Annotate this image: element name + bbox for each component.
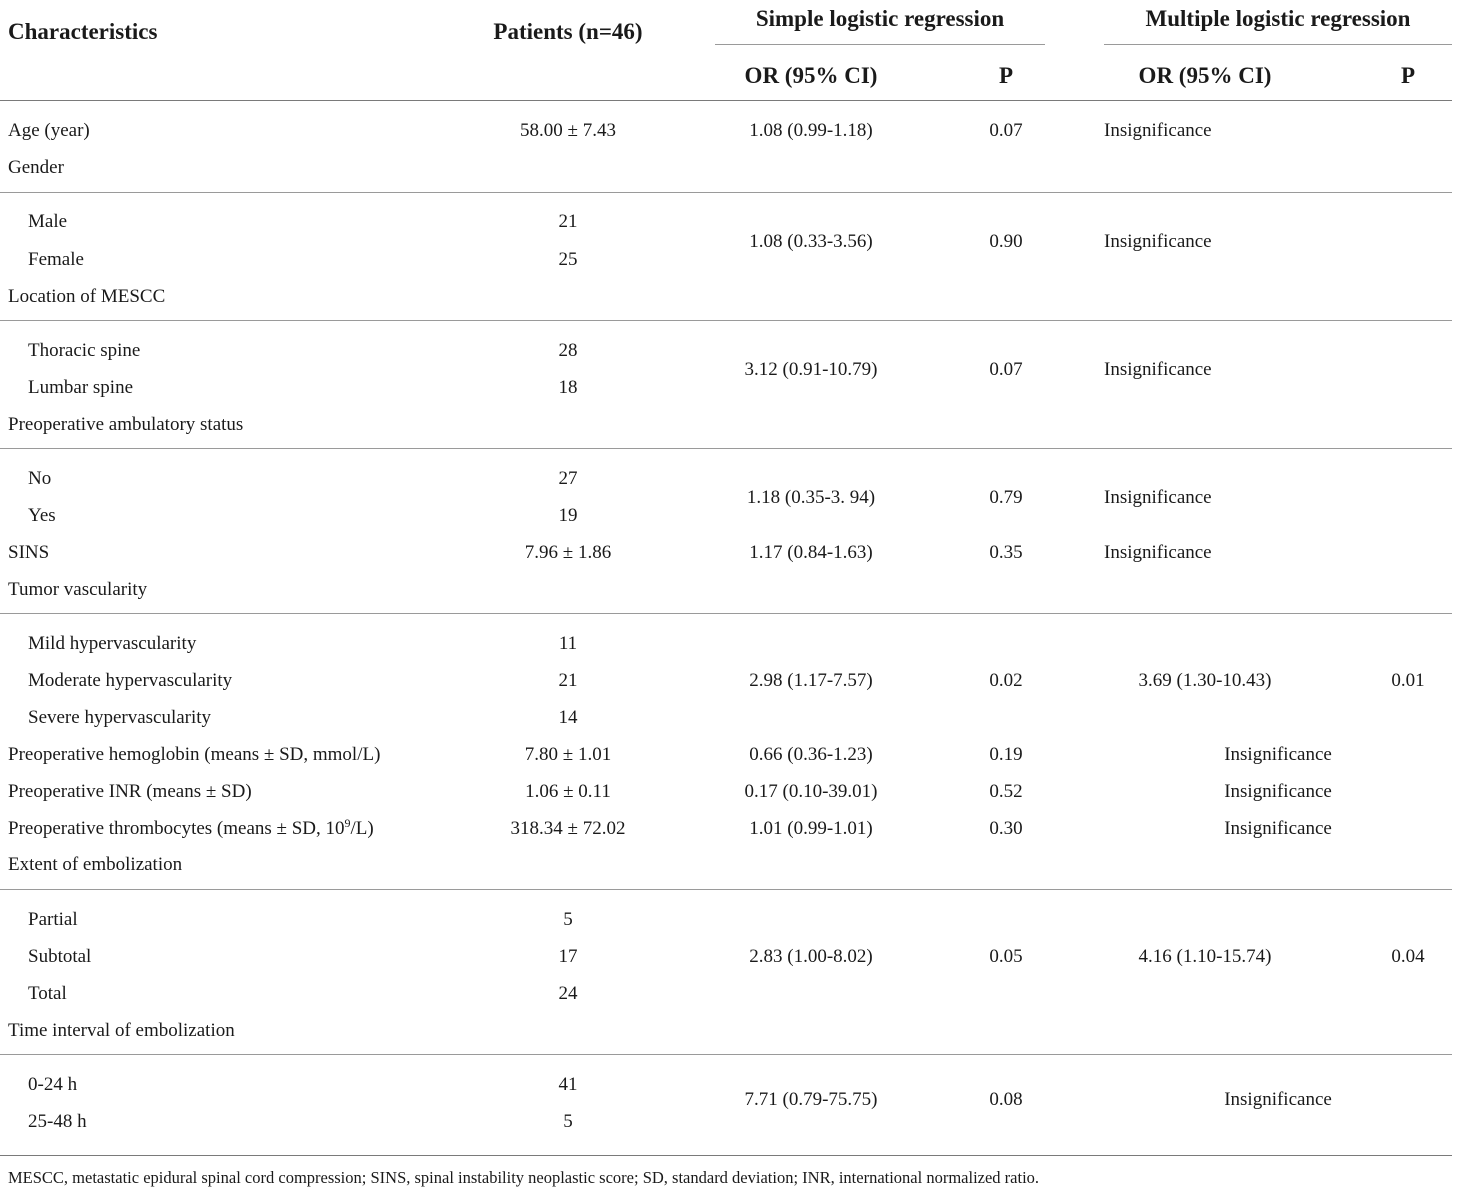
- cell-simple-p-hemoglobin: 0.19: [989, 744, 1023, 765]
- cell-simple-p-location: 0.07: [989, 359, 1023, 380]
- cell-multiple-hemoglobin: Insignificance: [1224, 744, 1332, 765]
- row-label-total: Total: [28, 983, 67, 1004]
- footnote: MESCC, metastatic epidural spinal cord compression; SINS, spinal instability neoplastic score; SD, standard deviation; INR, international normalized ratio.: [8, 1168, 1040, 1187]
- cell-patients-thrombocytes: 318.34 ± 72.02: [510, 818, 626, 839]
- cell-simple-or-interval: 7.71 (0.79-75.75): [744, 1089, 878, 1110]
- cell-multiple-inr: Insignificance: [1224, 781, 1332, 802]
- cell-patients-inr: 1.06 ± 0.11: [525, 781, 611, 802]
- row-label-no: No: [28, 468, 52, 489]
- cell-multiple-ambulatory: Insignificance: [1104, 487, 1212, 508]
- row-rule: [0, 613, 1452, 614]
- row-label-25-48h: 25-48 h: [28, 1111, 87, 1132]
- cell-simple-or-gender: 1.08 (0.33-3.56): [749, 231, 873, 252]
- row-label-thoracic: Thoracic spine: [28, 340, 141, 361]
- thrombocytes-label-pre: Preoperative thrombocytes (means ± SD, 10: [8, 818, 345, 839]
- header-simple-p: P: [998, 63, 1014, 88]
- row-label-extent: Extent of embolization: [8, 854, 183, 875]
- cell-patients-sins: 7.96 ± 1.86: [524, 542, 612, 563]
- cell-patients-mild: 11: [558, 633, 578, 654]
- cell-multiple-p-vascularity: 0.01: [1391, 670, 1425, 691]
- cell-patients-male: 21: [558, 211, 578, 232]
- cell-multiple-thrombocytes: Insignificance: [1224, 818, 1332, 839]
- cell-simple-or-age: 1.08 (0.99-1.18): [749, 120, 873, 141]
- cell-simple-p-sins: 0.35: [989, 542, 1023, 563]
- row-label-thrombocytes: [8, 816, 374, 839]
- row-label-hemoglobin: Preoperative hemoglobin (means ± SD, mmol/L): [8, 744, 381, 765]
- row-label-female: Female: [28, 249, 84, 270]
- row-label-inr: Preoperative INR (means ± SD): [8, 781, 252, 802]
- cell-patients-0-24h: 41: [558, 1074, 578, 1095]
- thrombocytes-label-superscript: 9: [344, 816, 351, 830]
- row-label-subtotal: Subtotal: [28, 946, 92, 967]
- table-bottom-rule: [0, 1155, 1452, 1156]
- cell-multiple-sins: Insignificance: [1104, 542, 1212, 563]
- row-label-partial: Partial: [28, 909, 78, 930]
- cell-patients-subtotal: 17: [558, 946, 578, 967]
- cell-simple-p-extent: 0.05: [989, 946, 1023, 967]
- cell-multiple-or-extent: 4.16 (1.10-15.74): [1138, 946, 1272, 967]
- header-patients: Patients (n=46): [493, 19, 643, 44]
- row-label-location: Location of MESCC: [8, 286, 166, 307]
- cell-multiple-age: Insignificance: [1104, 120, 1212, 141]
- row-label-0-24h: 0-24 h: [28, 1074, 78, 1095]
- cell-simple-p-gender: 0.90: [989, 231, 1023, 252]
- cell-multiple-p-extent: 0.04: [1391, 946, 1425, 967]
- header-multiple-or-ci: OR (95% CI): [1138, 63, 1272, 88]
- cell-patients-25-48h: 5: [563, 1111, 573, 1132]
- cell-simple-or-hemoglobin: 0.66 (0.36-1.23): [749, 744, 873, 765]
- cell-simple-or-thrombocytes: 1.01 (0.99-1.01): [749, 818, 873, 839]
- row-label-interval: Time interval of embolization: [8, 1020, 235, 1041]
- cell-simple-p-age: 0.07: [989, 120, 1023, 141]
- row-rule: [0, 320, 1452, 321]
- cell-patients-partial: 5: [563, 909, 573, 930]
- row-label-lumbar: Lumbar spine: [28, 377, 134, 398]
- cell-simple-p-thrombocytes: 0.30: [989, 818, 1023, 839]
- row-label-age: Age (year): [8, 120, 90, 141]
- cell-patients-no: 27: [558, 468, 578, 489]
- cell-patients-yes: 19: [558, 505, 578, 526]
- row-label-ambulatory: Preoperative ambulatory status: [8, 414, 244, 435]
- simple-group-rule: [715, 44, 1045, 45]
- cell-patients-lumbar: 18: [558, 377, 578, 398]
- row-rule: [0, 192, 1452, 193]
- cell-multiple-or-vascularity: 3.69 (1.30-10.43): [1138, 670, 1272, 691]
- cell-simple-or-extent: 2.83 (1.00-8.02): [749, 946, 873, 967]
- row-label-gender: Gender: [8, 157, 64, 178]
- row-rule: [0, 1054, 1452, 1055]
- row-label-vascularity: Tumor vascularity: [8, 579, 148, 600]
- cell-simple-or-vascularity: 2.98 (1.17-7.57): [749, 670, 873, 691]
- header-simple-regression: Simple logistic regression: [755, 6, 1005, 31]
- cell-simple-p-vascularity: 0.02: [989, 670, 1023, 691]
- row-label-mild: Mild hypervascularity: [28, 633, 197, 654]
- cell-simple-or-location: 3.12 (0.91-10.79): [744, 359, 878, 380]
- row-rule: [0, 889, 1452, 890]
- cell-simple-p-interval: 0.08: [989, 1089, 1023, 1110]
- row-label-male: Male: [28, 211, 68, 232]
- cell-patients-moderate: 21: [558, 670, 578, 691]
- cell-patients-total: 24: [558, 983, 578, 1004]
- header-multiple-regression: Multiple logistic regression: [1145, 6, 1411, 31]
- cell-multiple-location: Insignificance: [1104, 359, 1212, 380]
- row-label-severe: Severe hypervascularity: [28, 707, 212, 728]
- header-characteristics: Characteristics: [8, 19, 158, 44]
- thrombocytes-label-post: /L): [350, 818, 374, 839]
- header-multiple-p: P: [1400, 63, 1416, 88]
- cell-patients-age: 58.00 ± 7.43: [520, 120, 616, 141]
- header-simple-or-ci: OR (95% CI): [744, 63, 878, 88]
- cell-multiple-interval: Insignificance: [1224, 1089, 1332, 1110]
- multiple-group-rule: [1104, 44, 1452, 45]
- cell-patients-severe: 14: [558, 707, 578, 728]
- cell-simple-or-ambulatory: 1.18 (0.35-3. 94): [746, 487, 876, 508]
- row-label-sins: SINS: [8, 542, 50, 563]
- row-label-yes: Yes: [28, 505, 56, 526]
- cell-patients-female: 25: [558, 249, 578, 270]
- row-label-moderate: Moderate hypervascularity: [28, 670, 233, 691]
- cell-simple-p-ambulatory: 0.79: [989, 487, 1023, 508]
- cell-simple-or-inr: 0.17 (0.10-39.01): [744, 781, 878, 802]
- cell-simple-p-inr: 0.52: [989, 781, 1023, 802]
- header-rule: [0, 100, 1452, 101]
- cell-patients-thoracic: 28: [558, 340, 578, 361]
- cell-simple-or-sins: 1.17 (0.84-1.63): [749, 542, 873, 563]
- cell-multiple-gender: Insignificance: [1104, 231, 1212, 252]
- row-rule: [0, 448, 1452, 449]
- cell-patients-hemoglobin: 7.80 ± 1.01: [524, 744, 612, 765]
